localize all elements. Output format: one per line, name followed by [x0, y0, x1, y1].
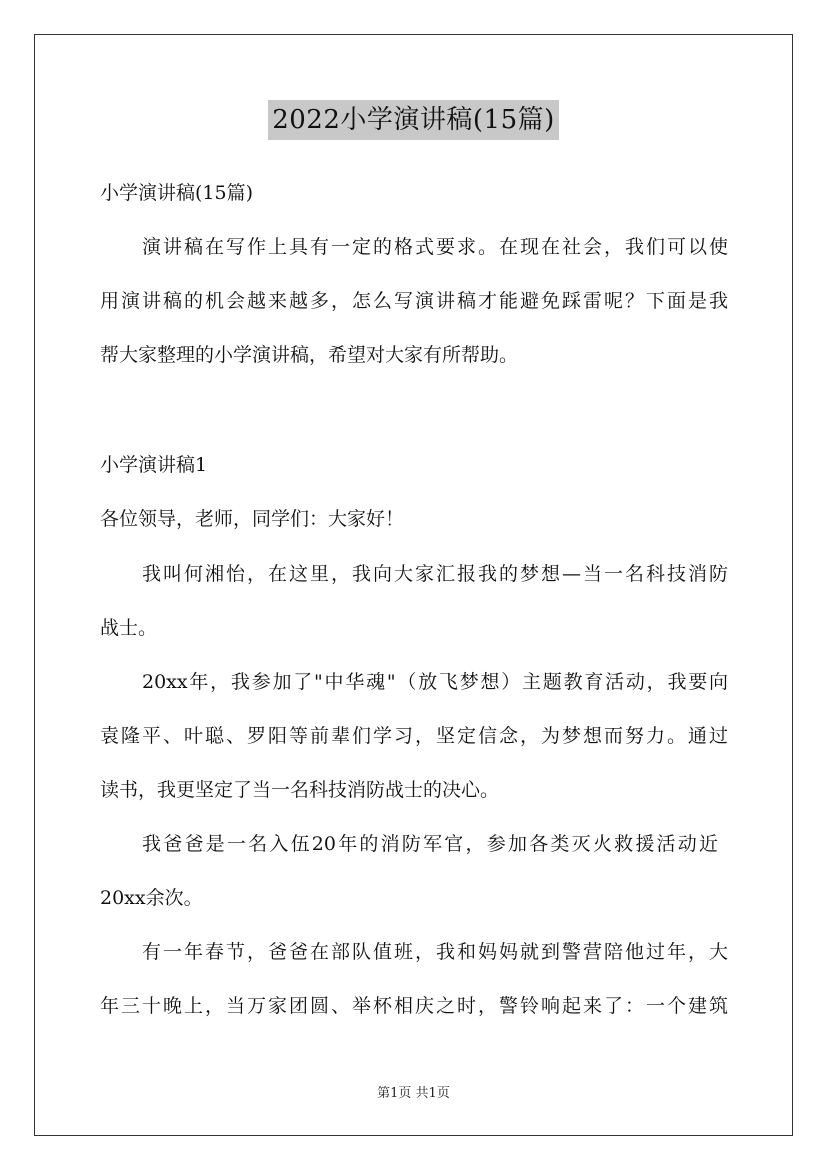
- body-line-1: 我叫何湘怡，在这里，我向大家汇报我的梦想—当一名科技消防: [142, 563, 728, 585]
- section-heading: 小学演讲稿1: [100, 454, 208, 476]
- document-title: 2022小学演讲稿(15篇): [268, 100, 559, 140]
- greeting: 各位领导，老师，同学们：大家好！: [100, 508, 405, 530]
- page-footer: [0, 1082, 827, 1101]
- body-line-6: 我爸爸是一名入伍20年的消防军官，参加各类灭火救援活动近: [142, 833, 718, 855]
- body-line-8: 有一年春节，爸爸在部队值班，我和妈妈就到警营陪他过年，大: [142, 941, 728, 963]
- body-line-2: 战士。: [100, 617, 158, 639]
- intro-line-3: 帮大家整理的小学演讲稿，希望对大家有所帮助。: [100, 344, 519, 366]
- intro-line-1: 演讲稿在写作上具有一定的格式要求。在现在社会，我们可以使: [142, 236, 728, 258]
- body-line-3: 20xx年，我参加了"中华魂"（放飞梦想）主题教育活动，我要向: [142, 671, 728, 693]
- body-line-4: 袁隆平、叶聪、罗阳等前辈们学习，坚定信念，为梦想而努力。通过: [100, 725, 728, 747]
- body-line-7: 20xx余次。: [100, 887, 203, 909]
- page-number: 第1页 共1页: [377, 1086, 450, 1101]
- title-container: [0, 100, 827, 140]
- body-line-5: 读书，我更坚定了当一名科技消防战士的决心。: [100, 779, 500, 801]
- subtitle: 小学演讲稿(15篇): [100, 182, 254, 204]
- intro-line-2: 用演讲稿的机会越来越多，怎么写演讲稿才能避免踩雷呢？下面是我: [100, 290, 728, 312]
- body-line-9: 年三十晚上，当万家团圆、举杯相庆之时，警铃响起来了：一个建筑: [100, 995, 728, 1017]
